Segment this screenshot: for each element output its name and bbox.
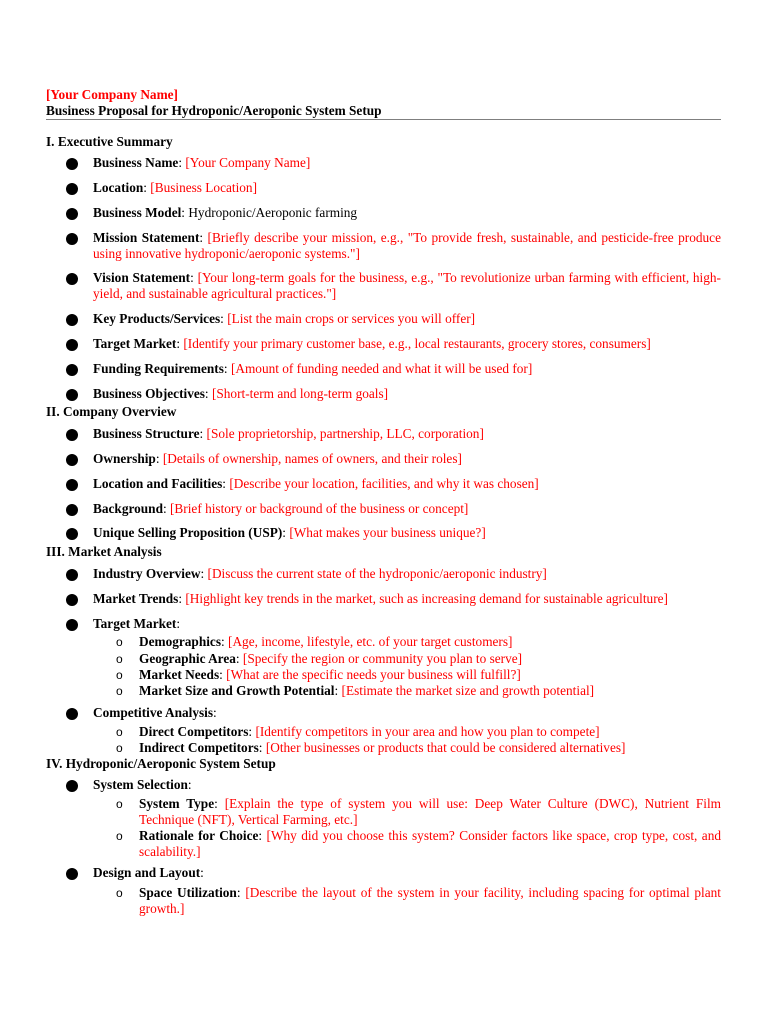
item-value: [Identify your primary customer base, e.g., local restaurants, grocery stores, consumers] <box>183 336 651 351</box>
item-separator: : <box>200 865 204 880</box>
filled-circle-bullet-icon <box>66 619 78 631</box>
item-separator: : <box>155 451 163 466</box>
filled-circle-bullet-icon <box>66 708 78 720</box>
hollow-circle-bullet-icon: o <box>116 684 123 698</box>
sub-item-label: Direct Competitors <box>139 724 249 739</box>
bullet-item <box>66 777 721 793</box>
sub-item-separator: : <box>248 724 256 739</box>
sub-item-separator: : <box>219 667 227 682</box>
item-label: Location <box>93 180 144 195</box>
item-separator: : <box>213 705 217 720</box>
item-separator: : <box>204 386 212 401</box>
sub-item-label: Space Utilization <box>139 885 237 900</box>
hollow-circle-bullet-icon: o <box>116 725 123 739</box>
item-value: [Highlight key trends in the market, such as increasing demand for sustainable agriculture] <box>185 591 668 606</box>
sub-item-value: [Specify the region or community you plan to serve] <box>242 651 523 666</box>
item-label: Business Objectives <box>93 386 205 401</box>
item-label: Market Trends <box>93 591 179 606</box>
sub-item-value: [What are the specific needs your business will fulfill?] <box>226 667 521 682</box>
item-label: Key Products/Services <box>93 311 221 326</box>
filled-circle-bullet-icon <box>66 594 78 606</box>
item-separator: : <box>187 777 192 792</box>
item-label: Mission Statement <box>93 230 200 245</box>
filled-circle-bullet-icon <box>66 158 78 170</box>
bullet-item <box>66 230 721 262</box>
item-label: Vision Statement <box>93 270 191 285</box>
hollow-circle-bullet-icon: o <box>116 635 123 649</box>
bullet-item <box>66 591 721 607</box>
hollow-circle-bullet-icon: o <box>116 668 123 682</box>
item-label: Business Structure <box>93 426 200 441</box>
sub-bullet-item <box>116 651 721 667</box>
item-value: Hydroponic/Aeroponic farming <box>188 205 358 220</box>
filled-circle-bullet-icon <box>66 339 78 351</box>
sub-item-label: Demographics <box>139 634 221 649</box>
filled-circle-bullet-icon <box>66 429 78 441</box>
sub-item-separator: : <box>235 651 243 666</box>
item-label: Background <box>93 501 163 516</box>
sub-item-value: [Estimate the market size and growth potential] <box>341 683 595 698</box>
bullet-item <box>66 205 721 221</box>
hollow-circle-bullet-icon: o <box>116 886 123 900</box>
item-value: [Discuss the current state of the hydroponic/aeroponic industry] <box>207 566 547 581</box>
sub-bullet-item <box>116 885 721 917</box>
filled-circle-bullet-icon <box>66 233 78 245</box>
bullet-item <box>66 426 721 442</box>
section-heading-executive-summary: I. Executive Summary <box>46 134 173 149</box>
item-separator: : <box>176 336 184 351</box>
sub-item-separator: : <box>214 796 225 811</box>
item-separator: : <box>178 155 186 170</box>
sub-item-value: [Other businesses or products that could be considered alternatives] <box>265 740 626 755</box>
bullet-item <box>66 361 721 377</box>
sub-item-separator: : <box>334 683 342 698</box>
item-separator: : <box>222 476 230 491</box>
sub-bullet-item <box>116 740 721 756</box>
filled-circle-bullet-icon <box>66 314 78 326</box>
item-separator: : <box>220 311 228 326</box>
sub-item-label: Rationale for Choice <box>139 828 259 843</box>
sub-item-separator: : <box>236 885 246 900</box>
filled-circle-bullet-icon <box>66 528 78 540</box>
item-value: [Details of ownership, names of owners, and their roles] <box>162 451 462 466</box>
sub-bullet-item <box>116 634 721 650</box>
sub-item-label: Indirect Competitors <box>139 740 259 755</box>
item-label: Business Name <box>93 155 179 170</box>
item-separator: : <box>190 270 198 285</box>
bullet-item <box>66 386 721 402</box>
item-separator: : <box>199 230 208 245</box>
company-name-heading: [Your Company Name] <box>46 87 178 102</box>
filled-circle-bullet-icon <box>66 569 78 581</box>
item-label: Design and Layout <box>93 865 201 880</box>
hollow-circle-bullet-icon: o <box>116 797 123 811</box>
sub-item-label: Market Size and Growth Potential <box>139 683 335 698</box>
bullet-item <box>66 155 721 171</box>
item-label: System Selection <box>93 777 188 792</box>
item-label: Unique Selling Proposition (USP) <box>93 525 283 540</box>
sub-item-value: [Explain the type of system you will use: Deep Water Culture (DWC), Nutrient Film Technique (NFT), Vertical Farming, etc.] <box>139 796 721 827</box>
filled-circle-bullet-icon <box>66 208 78 220</box>
sub-item-separator: : <box>221 634 229 649</box>
filled-circle-bullet-icon <box>66 389 78 401</box>
bullet-item <box>66 705 721 721</box>
bullet-item <box>66 501 721 517</box>
item-separator: : <box>199 426 207 441</box>
item-label: Business Model <box>93 205 182 220</box>
item-value: [Your long-term goals for the business, e.g., "To revolutionize urban farming with efficient, high-yield, and sustainable agricultural practices."] <box>93 270 721 301</box>
item-value: [Brief history or background of the business or concept] <box>170 501 469 516</box>
sub-bullet-item <box>116 796 721 828</box>
sub-item-value: [Describe the layout of the system in your facility, including spacing for optimal plant growth.] <box>139 885 722 916</box>
title-underline-divider <box>46 119 721 120</box>
section-heading-company-overview: II. Company Overview <box>46 404 177 419</box>
sub-item-value: [Age, income, lifestyle, etc. of your target customers] <box>228 634 513 649</box>
item-separator: : <box>200 566 208 581</box>
item-value: [Your Company Name] <box>185 155 311 170</box>
bullet-item <box>66 566 721 582</box>
item-separator: : <box>282 525 290 540</box>
bullet-item <box>66 270 721 302</box>
item-value: [What makes your business unique?] <box>289 525 486 540</box>
item-label: Industry Overview <box>93 566 201 581</box>
item-value: [List the main crops or services you will offer] <box>227 311 476 326</box>
bullet-item <box>66 336 721 352</box>
item-label: Target Market <box>93 616 177 631</box>
sub-bullet-item <box>116 828 721 860</box>
filled-circle-bullet-icon <box>66 364 78 376</box>
item-value: [Business Location] <box>150 180 257 195</box>
sub-item-separator: : <box>258 828 267 843</box>
sub-item-separator: : <box>258 740 266 755</box>
item-label: Location and Facilities <box>93 476 223 491</box>
sub-item-value: [Why did you choose this system? Consider factors like space, crop type, cost, and scalability.] <box>139 828 721 859</box>
item-separator: : <box>143 180 151 195</box>
filled-circle-bullet-icon <box>66 454 78 466</box>
sub-item-value: [Identify competitors in your area and how you plan to compete] <box>255 724 600 739</box>
bullet-item <box>66 865 721 881</box>
bullet-item <box>66 616 721 632</box>
item-label: Competitive Analysis <box>93 705 214 720</box>
proposal-title: Business Proposal for Hydroponic/Aeroponic System Setup <box>46 103 382 118</box>
filled-circle-bullet-icon <box>66 273 78 285</box>
section-heading-system-setup: IV. Hydroponic/Aeroponic System Setup <box>46 756 276 771</box>
sub-item-label: Geographic Area <box>139 651 236 666</box>
item-label: Funding Requirements <box>93 361 224 376</box>
item-separator: : <box>176 616 181 631</box>
sub-item-label: Market Needs <box>139 667 220 682</box>
sub-bullet-item <box>116 683 721 699</box>
item-value: [Amount of funding needed and what it will be used for] <box>230 361 533 376</box>
item-separator: : <box>181 205 189 220</box>
section-heading-market-analysis: III. Market Analysis <box>46 544 162 559</box>
item-label: Target Market <box>93 336 177 351</box>
item-separator: : <box>178 591 186 606</box>
hollow-circle-bullet-icon: o <box>116 652 123 666</box>
item-value: [Briefly describe your mission, e.g., "To provide fresh, sustainable, and pesticide-free produce using innovative hydroponic/aeroponic systems."] <box>93 230 721 261</box>
filled-circle-bullet-icon <box>66 868 78 880</box>
bullet-item <box>66 476 721 492</box>
item-separator: : <box>223 361 231 376</box>
sub-bullet-item <box>116 667 721 683</box>
bullet-item <box>66 451 721 467</box>
item-separator: : <box>162 501 170 516</box>
sub-bullet-item <box>116 724 721 740</box>
item-value: [Short-term and long-term goals] <box>211 386 389 401</box>
filled-circle-bullet-icon <box>66 479 78 491</box>
filled-circle-bullet-icon <box>66 504 78 516</box>
sub-item-label: System Type <box>139 796 215 811</box>
filled-circle-bullet-icon <box>66 183 78 195</box>
bullet-item <box>66 311 721 327</box>
item-value: [Sole proprietorship, partnership, LLC, corporation] <box>206 426 484 441</box>
filled-circle-bullet-icon <box>66 780 78 792</box>
bullet-item <box>66 180 721 196</box>
item-label: Ownership <box>93 451 156 466</box>
hollow-circle-bullet-icon: o <box>116 829 123 843</box>
bullet-item <box>66 525 721 541</box>
hollow-circle-bullet-icon: o <box>116 741 123 755</box>
item-value: [Describe your location, facilities, and why it was chosen] <box>229 476 539 491</box>
